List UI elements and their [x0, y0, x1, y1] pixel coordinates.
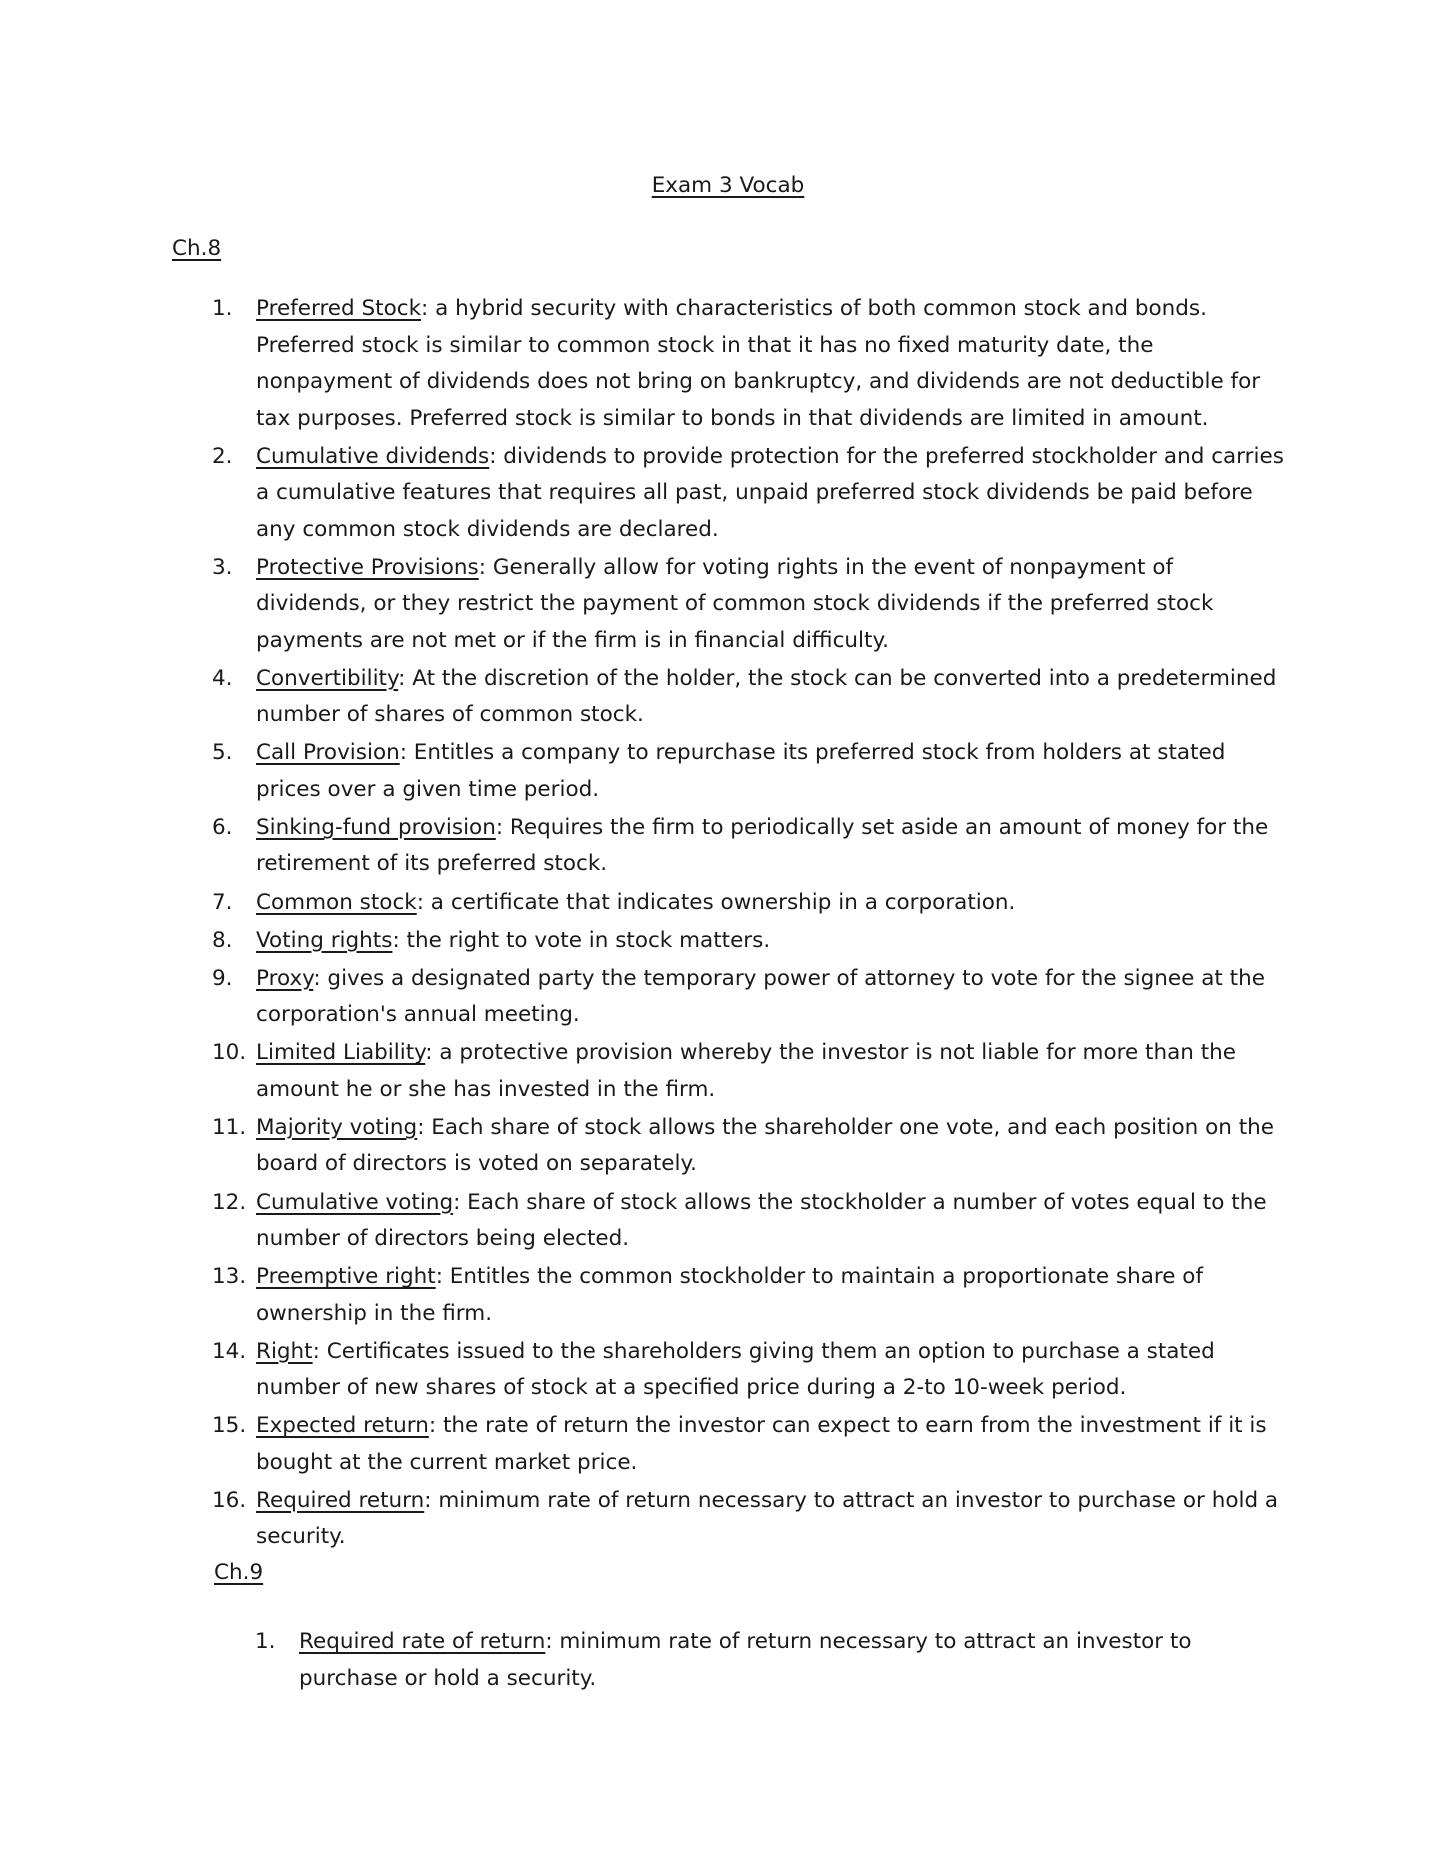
vocab-definition: : Each share of stock allows the stockholder a number of votes equal to the number of directors being elected. [256, 1189, 1267, 1252]
vocab-item [212, 1185, 1287, 1258]
vocab-item [212, 291, 1287, 437]
vocab-definition: : the right to vote in stock matters. [392, 927, 771, 953]
vocab-term: Cumulative voting [256, 1189, 454, 1215]
item-number: 1. [255, 1629, 276, 1654]
vocab-definition: : minimum rate of return necessary to attract an investor to purchase or hold a security. [256, 1487, 1279, 1550]
item-number: 12. [212, 1189, 247, 1215]
vocab-term: Convertibility [256, 665, 399, 691]
item-number: 4. [212, 665, 233, 691]
item-number: 3. [212, 554, 233, 580]
vocab-item [212, 1483, 1287, 1556]
vocab-definition: : minimum rate of return necessary to attract an investor to purchase or hold a security. [299, 1629, 1192, 1691]
vocab-item [212, 661, 1287, 734]
vocab-item [212, 1334, 1287, 1407]
vocab-definition: : a protective provision whereby the investor is not liable for more than the amount he or she has invested in the firm. [256, 1040, 1236, 1102]
vocab-item [212, 1110, 1287, 1183]
vocab-item [212, 1259, 1287, 1332]
vocab-term: Common stock [256, 889, 417, 915]
vocab-term: Preferred Stock [256, 296, 422, 321]
item-number: 10. [212, 1040, 247, 1066]
vocab-term: Limited Liability [256, 1040, 426, 1066]
vocab-term: Required rate of return [299, 1629, 546, 1654]
vocab-item [212, 550, 1287, 660]
vocab-definition: : Entitles the common stockholder to maintain a proportionate share of ownership in the firm. [256, 1264, 1204, 1326]
vocab-definition: : Entitles a company to repurchase its preferred stock from holders at stated prices over a given time period. [256, 740, 1226, 802]
vocab-term: Expected return [256, 1413, 429, 1439]
vocab-definition: : At the discretion of the holder, the stock can be converted into a predetermined number of shares of common stock. [256, 665, 1277, 728]
item-number: 16. [212, 1487, 247, 1513]
item-number: 11. [212, 1114, 247, 1140]
item-number: 8. [212, 927, 233, 953]
vocab-definition: : Certificates issued to the shareholders giving them an option to purchase a stated number of new shares of stock at a specified price during a 2-to 10-week period. [256, 1338, 1215, 1401]
vocab-term: Voting rights [256, 927, 393, 953]
vocab-definition: : Each share of stock allows the shareholder one vote, and each position on the board of directors is voted on separately. [256, 1114, 1275, 1177]
section-heading-ch9: Ch.9 [214, 1560, 264, 1585]
vocab-term: Sinking-fund provision [256, 814, 496, 840]
vocab-term: Cumulative dividends [256, 443, 490, 469]
document-title: Exam 3 Vocab [651, 173, 805, 198]
vocab-definition: : dividends to provide protection for the preferred stockholder and carries a cumulative features that requires all past, unpaid preferred stock dividends be paid before any common stock dividends are declared. [256, 443, 1284, 542]
item-number: 2. [212, 443, 233, 469]
vocab-item [212, 961, 1287, 1034]
vocab-term: Right [256, 1338, 313, 1364]
vocab-term: Proxy [256, 965, 314, 991]
vocab-item [212, 1408, 1287, 1481]
vocab-item [212, 810, 1287, 883]
vocab-list-ch8 [212, 291, 1287, 1558]
vocab-definition: : a hybrid security with characteristics of both common stock and bonds. Preferred stock is similar to common stock in that it has no fixed maturity date, the nonpayment of dividends does not bring on bankruptcy, and dividends are not deductible for tax purposes. Preferred stock is similar to bonds in that dividends are limited in amount. [256, 296, 1261, 431]
item-number: 9. [212, 965, 233, 991]
vocab-item [212, 885, 1287, 922]
item-number: 5. [212, 740, 233, 766]
vocab-item [212, 439, 1287, 549]
vocab-term: Call Provision [256, 740, 400, 766]
vocab-term: Required return [256, 1487, 425, 1513]
vocab-definition: : gives a designated party the temporary power of attorney to vote for the signee at the corporation's annual meeting. [256, 965, 1265, 1028]
vocab-item [212, 735, 1287, 808]
section-heading-ch8: Ch.8 [172, 236, 222, 261]
vocab-definition: : a certificate that indicates ownership in a corporation. [416, 889, 1016, 915]
vocab-term: Majority voting [256, 1114, 418, 1140]
item-number: 6. [212, 814, 233, 840]
vocab-item [255, 1624, 1290, 1697]
vocab-list-ch9 [255, 1624, 1290, 1699]
vocab-definition: : Requires the firm to periodically set aside an amount of money for the retirement of its preferred stock. [256, 814, 1269, 877]
vocab-item [212, 1035, 1287, 1108]
item-number: 13. [212, 1264, 247, 1290]
vocab-term: Preemptive right [256, 1264, 436, 1290]
item-number: 1. [212, 296, 233, 321]
vocab-definition: : Generally allow for voting rights in the event of nonpayment of dividends, or they restrict the payment of common stock dividends if the preferred stock payments are not met or if the firm is in financial difficulty. [256, 554, 1214, 653]
item-number: 15. [212, 1413, 247, 1439]
item-number: 7. [212, 889, 233, 915]
item-number: 14. [212, 1338, 247, 1364]
vocab-definition: : the rate of return the investor can expect to earn from the investment if it is bought at the current market price. [256, 1413, 1267, 1475]
vocab-item [212, 923, 1287, 960]
vocab-term: Protective Provisions [256, 554, 479, 580]
